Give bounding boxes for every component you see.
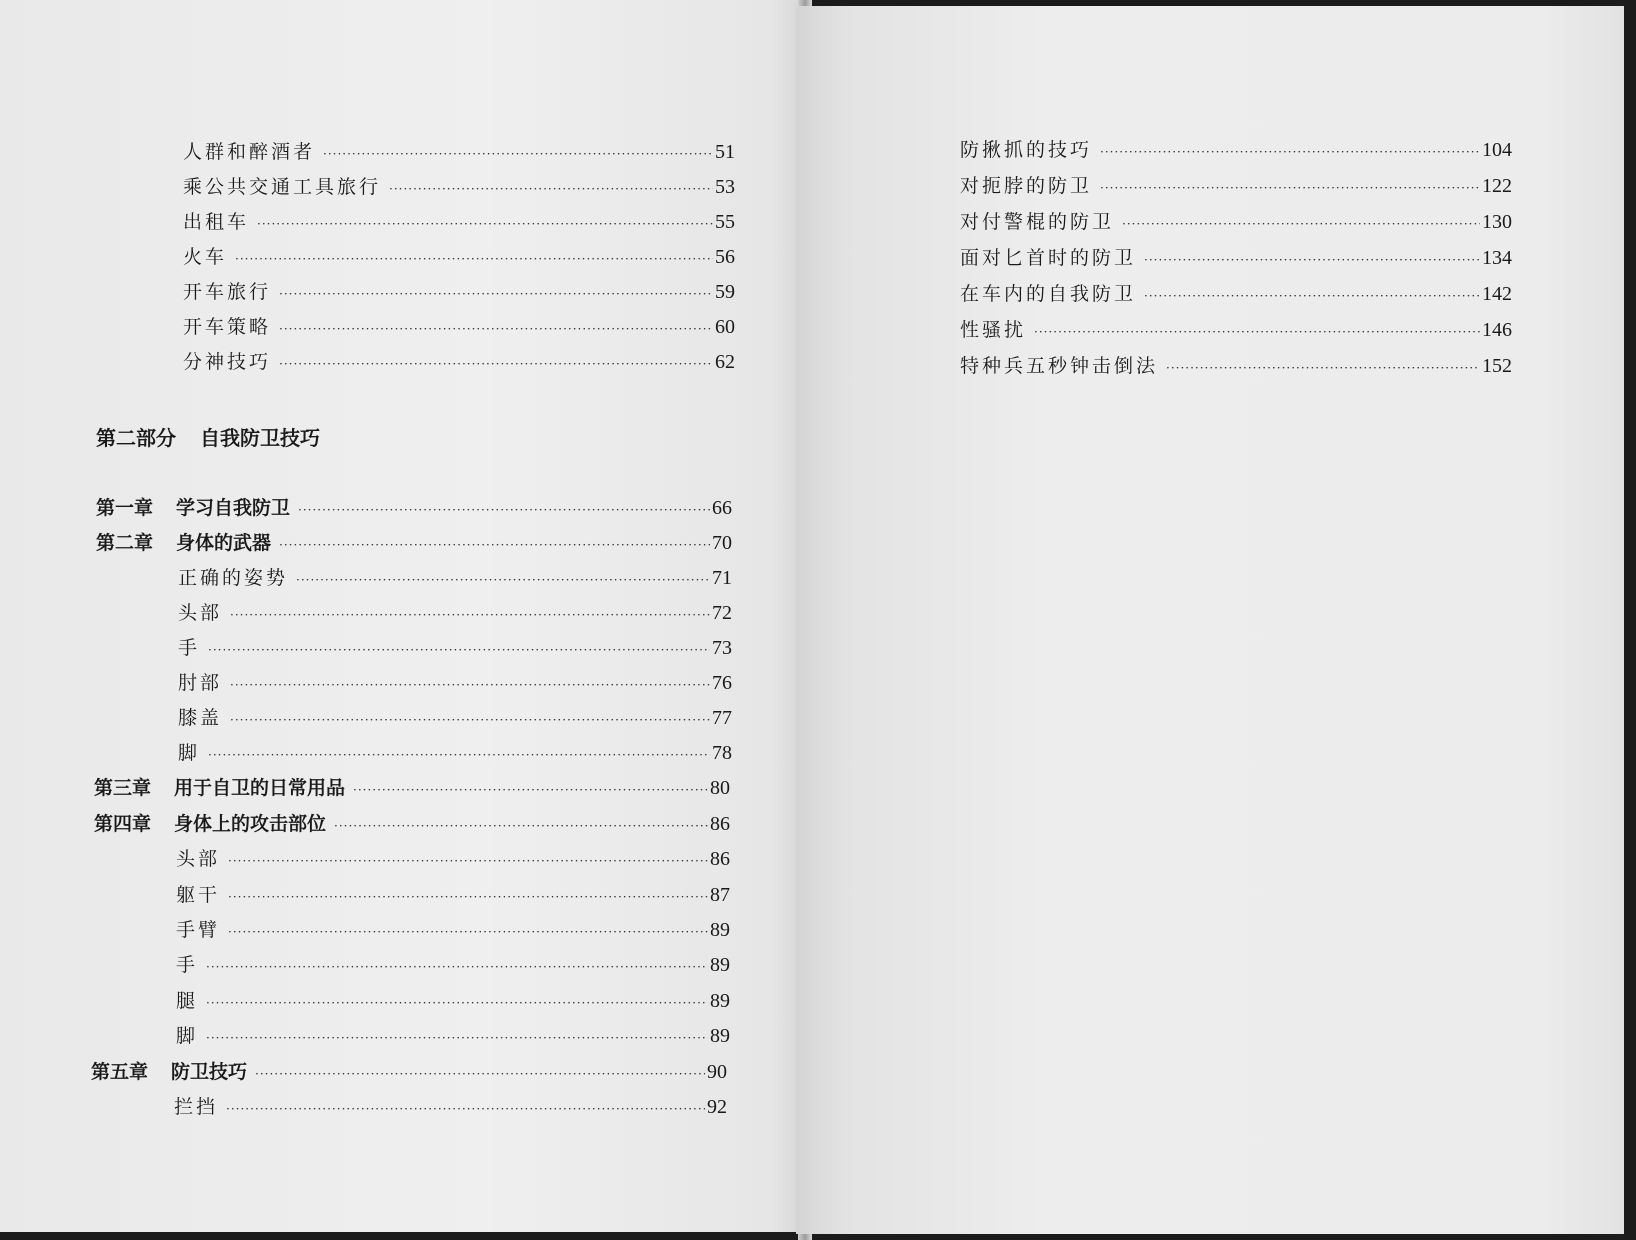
chapter-number: 第一章 xyxy=(96,497,154,519)
leader-dots xyxy=(228,849,708,873)
toc-entry-label: 在车内的自我防卫 xyxy=(960,283,1137,305)
toc-entry[interactable] xyxy=(176,918,730,944)
chapter-page: 66 xyxy=(712,497,732,519)
toc-entry[interactable] xyxy=(176,1024,730,1050)
toc-entry[interactable] xyxy=(174,1095,727,1121)
toc-entry[interactable] xyxy=(183,350,735,376)
toc-entry[interactable] xyxy=(960,282,1512,308)
chapter-title: 防卫技巧 xyxy=(171,1061,248,1083)
leader-dots xyxy=(230,708,710,732)
leader-dots xyxy=(208,638,710,662)
chapter-entry[interactable] xyxy=(91,1060,727,1086)
toc-entry-label: 对扼脖的防卫 xyxy=(960,175,1093,197)
right-toc xyxy=(796,6,1624,1234)
toc-entry-label: 手 xyxy=(176,954,199,976)
toc-entry-label: 手 xyxy=(178,637,201,659)
chapter-entry[interactable] xyxy=(96,496,732,522)
chapter-page: 80 xyxy=(710,777,730,799)
toc-entry-page: 73 xyxy=(712,637,732,659)
toc-entry-page: 89 xyxy=(710,990,730,1012)
chapter-title: 身体上的攻击部位 xyxy=(174,813,327,835)
toc-entry-page: 89 xyxy=(710,954,730,976)
chapter-number: 第四章 xyxy=(94,813,152,835)
leader-dots xyxy=(206,991,708,1015)
toc-entry[interactable] xyxy=(178,601,732,627)
toc-entry-page: 152 xyxy=(1482,355,1512,377)
leader-dots xyxy=(1144,284,1480,308)
toc-entry[interactable] xyxy=(183,280,735,306)
leader-dots xyxy=(298,498,710,522)
toc-entry-label: 腿 xyxy=(176,990,199,1012)
toc-entry-page: 142 xyxy=(1482,283,1512,305)
toc-entry-label: 头部 xyxy=(178,602,223,624)
leader-dots xyxy=(230,673,710,697)
toc-entry[interactable] xyxy=(183,175,735,201)
toc-entry[interactable] xyxy=(178,706,732,732)
leader-dots xyxy=(206,955,708,979)
toc-entry-label: 躯干 xyxy=(176,884,221,906)
toc-entry-page: 62 xyxy=(715,351,735,373)
toc-entry-label: 手臂 xyxy=(176,919,221,941)
toc-entry-label: 脚 xyxy=(176,1025,199,1047)
leader-dots xyxy=(1122,212,1480,236)
left-toc xyxy=(0,0,804,1232)
toc-entry-label: 乘公共交通工具旅行 xyxy=(183,176,382,198)
chapter-page: 86 xyxy=(710,813,730,835)
toc-entry-label: 出租车 xyxy=(183,211,250,233)
leader-dots xyxy=(353,778,708,802)
toc-entry-label: 正确的姿势 xyxy=(178,567,289,589)
toc-entry-label: 肘部 xyxy=(178,672,223,694)
toc-entry-page: 130 xyxy=(1482,211,1512,233)
chapter-page: 90 xyxy=(707,1061,727,1083)
toc-entry-label: 面对匕首时的防卫 xyxy=(960,247,1137,269)
toc-entry[interactable] xyxy=(960,174,1512,200)
leader-dots xyxy=(389,177,713,201)
toc-entry-page: 86 xyxy=(710,848,730,870)
toc-entry[interactable] xyxy=(176,847,730,873)
toc-entry-page: 71 xyxy=(712,567,732,589)
toc-entry[interactable] xyxy=(960,138,1512,164)
toc-entry[interactable] xyxy=(176,989,730,1015)
toc-entry[interactable] xyxy=(178,671,732,697)
chapter-entry[interactable] xyxy=(94,776,730,802)
toc-entry-page: 72 xyxy=(712,602,732,624)
toc-entry-page: 89 xyxy=(710,919,730,941)
toc-entry-label: 防揪抓的技巧 xyxy=(960,139,1093,161)
toc-entry-page: 92 xyxy=(707,1096,727,1118)
toc-entry-label: 性骚扰 xyxy=(960,319,1027,341)
toc-entry-page: 56 xyxy=(715,246,735,268)
toc-entry-label: 火车 xyxy=(183,246,228,268)
leader-dots xyxy=(279,317,713,341)
leader-dots xyxy=(1100,176,1480,200)
chapter-number: 第三章 xyxy=(94,777,152,799)
toc-entry[interactable] xyxy=(178,741,732,767)
leader-dots xyxy=(208,743,710,767)
toc-entry-page: 78 xyxy=(712,742,732,764)
toc-entry-page: 55 xyxy=(715,211,735,233)
toc-entry-page: 104 xyxy=(1482,139,1512,161)
toc-entry[interactable] xyxy=(960,354,1512,380)
leader-dots xyxy=(296,568,710,592)
toc-entry[interactable] xyxy=(960,210,1512,236)
leader-dots xyxy=(230,603,710,627)
toc-entry-page: 87 xyxy=(710,884,730,906)
toc-entry[interactable] xyxy=(176,883,730,909)
toc-entry-label: 分神技巧 xyxy=(183,351,272,373)
toc-entry[interactable] xyxy=(183,140,735,166)
chapter-number: 第二章 xyxy=(96,532,154,554)
toc-entry[interactable] xyxy=(183,245,735,271)
toc-entry[interactable] xyxy=(183,210,735,236)
toc-entry[interactable] xyxy=(960,246,1512,272)
part-number: 第二部分 xyxy=(96,426,176,450)
toc-entry-page: 146 xyxy=(1482,319,1512,341)
leader-dots xyxy=(323,142,713,166)
toc-entry-page: 76 xyxy=(712,672,732,694)
right-page xyxy=(796,6,1624,1234)
toc-entry-label: 脚 xyxy=(178,742,201,764)
leader-dots xyxy=(1166,356,1480,380)
leader-dots xyxy=(279,352,713,376)
toc-entry[interactable] xyxy=(178,566,732,592)
leader-dots xyxy=(1100,140,1480,164)
toc-entry-page: 51 xyxy=(715,141,735,163)
leader-dots xyxy=(257,212,713,236)
toc-entry-label: 开车旅行 xyxy=(183,281,272,303)
toc-entry[interactable] xyxy=(178,636,732,662)
toc-entry-page: 89 xyxy=(710,1025,730,1047)
toc-entry-page: 77 xyxy=(712,707,732,729)
toc-entry-label: 对付警棍的防卫 xyxy=(960,211,1115,233)
leader-dots xyxy=(334,814,708,838)
toc-entry-label: 头部 xyxy=(176,848,221,870)
toc-entry[interactable] xyxy=(183,315,735,341)
toc-entry-page: 122 xyxy=(1482,175,1512,197)
part-heading xyxy=(96,422,320,451)
leader-dots xyxy=(1034,320,1480,344)
toc-entry-label: 膝盖 xyxy=(178,707,223,729)
toc-entry-label: 人群和醉酒者 xyxy=(183,141,316,163)
part-title: 自我防卫技巧 xyxy=(200,426,320,450)
leader-dots xyxy=(1144,248,1480,272)
chapter-entry[interactable] xyxy=(96,531,732,557)
toc-entry-label: 特种兵五秒钟击倒法 xyxy=(960,355,1159,377)
toc-entry[interactable] xyxy=(176,953,730,979)
toc-entry-page: 60 xyxy=(715,316,735,338)
chapter-title: 用于自卫的日常用品 xyxy=(174,777,346,799)
leader-dots xyxy=(228,920,708,944)
leader-dots xyxy=(279,282,713,306)
leader-dots xyxy=(279,533,710,557)
toc-entry-page: 59 xyxy=(715,281,735,303)
leader-dots xyxy=(228,885,708,909)
chapter-number: 第五章 xyxy=(91,1061,149,1083)
toc-entry[interactable] xyxy=(960,318,1512,344)
leader-dots xyxy=(206,1026,708,1050)
leader-dots xyxy=(235,247,713,271)
chapter-title: 身体的武器 xyxy=(176,532,272,554)
left-page xyxy=(0,0,804,1232)
toc-entry-page: 53 xyxy=(715,176,735,198)
chapter-page: 70 xyxy=(712,532,732,554)
toc-entry-label: 开车策略 xyxy=(183,316,272,338)
toc-entry-label: 拦挡 xyxy=(174,1096,219,1118)
leader-dots xyxy=(255,1062,705,1086)
chapter-entry[interactable] xyxy=(94,812,730,838)
leader-dots xyxy=(226,1097,705,1121)
toc-entry-page: 134 xyxy=(1482,247,1512,269)
chapter-title: 学习自我防卫 xyxy=(176,497,291,519)
